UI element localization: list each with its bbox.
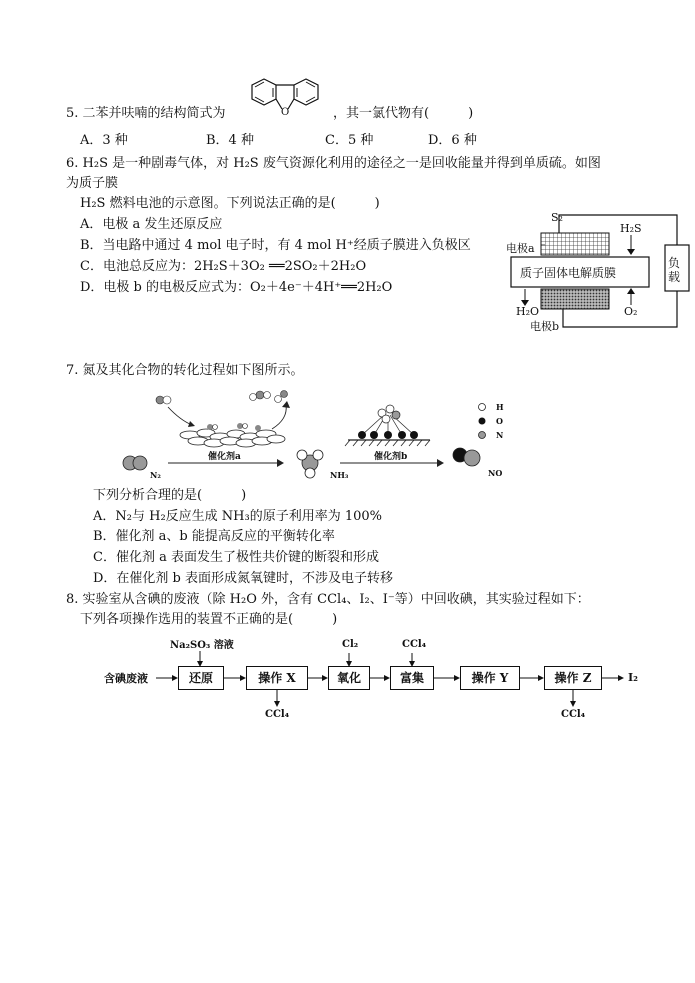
q7-option-d: D．在催化剂 b 表面形成氮氧键时，不涉及电子转移	[93, 571, 394, 586]
catalyst-a-surface	[180, 429, 285, 447]
q5-suffix: ，其一氯代物有( )	[333, 106, 474, 121]
output-x-ccl4-label: CCl₄	[265, 709, 290, 720]
step-reduce-box: 还原	[178, 666, 224, 690]
q7-option-c: C．催化剂 a 表面发生了极性共价键的断裂和形成	[93, 550, 379, 565]
q8-question: 下列各项操作选用的装置不正确的是( )	[80, 612, 338, 627]
reagent-na2so3-label: Na₂SO₃ 溶液	[170, 640, 234, 651]
legend-o-label: O	[496, 416, 503, 426]
q7-option-a: A．N₂与 H₂反应生成 NH₃的原子利用率为 100%	[93, 509, 383, 524]
n2-label: N₂	[150, 470, 161, 480]
reagent-ccl4-label: CCl₄	[402, 639, 427, 650]
q8-stem: 8. 实验室从含碘的废液（除 H₂O 外，含有 CCl₄、I₂、I⁻等）中回收碘，其实验过程如下：	[66, 592, 590, 607]
q5-prefix: 5. 二苯并呋喃的结构简式为	[66, 106, 226, 121]
h2o-label: H₂O	[516, 305, 540, 318]
q6-option-a: A．电极 a 发生还原反应	[80, 217, 223, 232]
q7-question: 下列分析合理的是( )	[93, 488, 247, 503]
q5-option-a: A．3 种	[80, 133, 128, 148]
electrode-b-label: 电极b	[530, 320, 560, 333]
q6-line3: H₂S 燃料电池的示意图。下列说法正确的是( )	[80, 196, 380, 211]
step-operation-x-box: 操作 X	[246, 666, 308, 690]
membrane-label: 质子固体电解质膜	[520, 266, 617, 280]
reagent-cl2-label: Cl₂	[342, 639, 359, 650]
catalyst-b-label: 催化剂b	[374, 452, 408, 462]
q7-stem: 7. 氮及其化合物的转化过程如下图所示。	[66, 363, 304, 378]
q6-line1: 6. H₂S 是一种剧毒气体，对 H₂S 废气资源化利用的途径之一是回收能量并得到单质硫。如图	[66, 156, 601, 171]
output-z-ccl4-label: CCl₄	[561, 709, 586, 720]
flow-end-label: I₂	[628, 671, 638, 684]
load-label	[667, 256, 681, 284]
step-operation-y-box: 操作 Y	[460, 666, 520, 690]
step-enrich-box: 富集	[390, 666, 434, 690]
step-oxidize-box: 氧化	[328, 666, 370, 690]
q7-option-b: B．催化剂 a、b 能提高反应的平衡转化率	[93, 529, 335, 544]
o2-label: O₂	[624, 305, 638, 318]
s2-label: S₂	[551, 211, 563, 224]
step-operation-z-box: 操作 Z	[544, 666, 602, 690]
q5-option-b: B．4 种	[206, 133, 254, 148]
nh3-label: NH₃	[330, 470, 349, 480]
h2s-label: H₂S	[620, 222, 642, 235]
q6-option-c: C．电池总反应为：2H₂S＋3O₂ ══2SO₂＋2H₂O	[80, 259, 367, 274]
legend-n-label: N	[496, 430, 504, 440]
electrode-a-label: 电极a	[506, 242, 535, 255]
oxygen-atom-label: O	[281, 107, 290, 118]
q5-option-c: C．5 种	[325, 133, 374, 148]
no-label: NO	[488, 468, 503, 478]
load-text: 负载	[667, 256, 680, 284]
q5-option-d: D．6 种	[428, 133, 477, 148]
q6-option-b: B．当电路中通过 4 mol 电子时，有 4 mol H⁺经质子膜进入负极区	[80, 238, 471, 253]
legend-h-label: H	[496, 402, 504, 412]
flow-start-label: 含碘废液	[104, 672, 148, 685]
catalyst-a-label: 催化剂a	[208, 452, 241, 462]
q5-stem	[66, 106, 226, 122]
q6-option-d: D．电极 b 的电极反应式为：O₂＋4e⁻＋4H⁺══2H₂O	[80, 280, 393, 295]
q6-line2: 为质子膜	[66, 176, 119, 191]
